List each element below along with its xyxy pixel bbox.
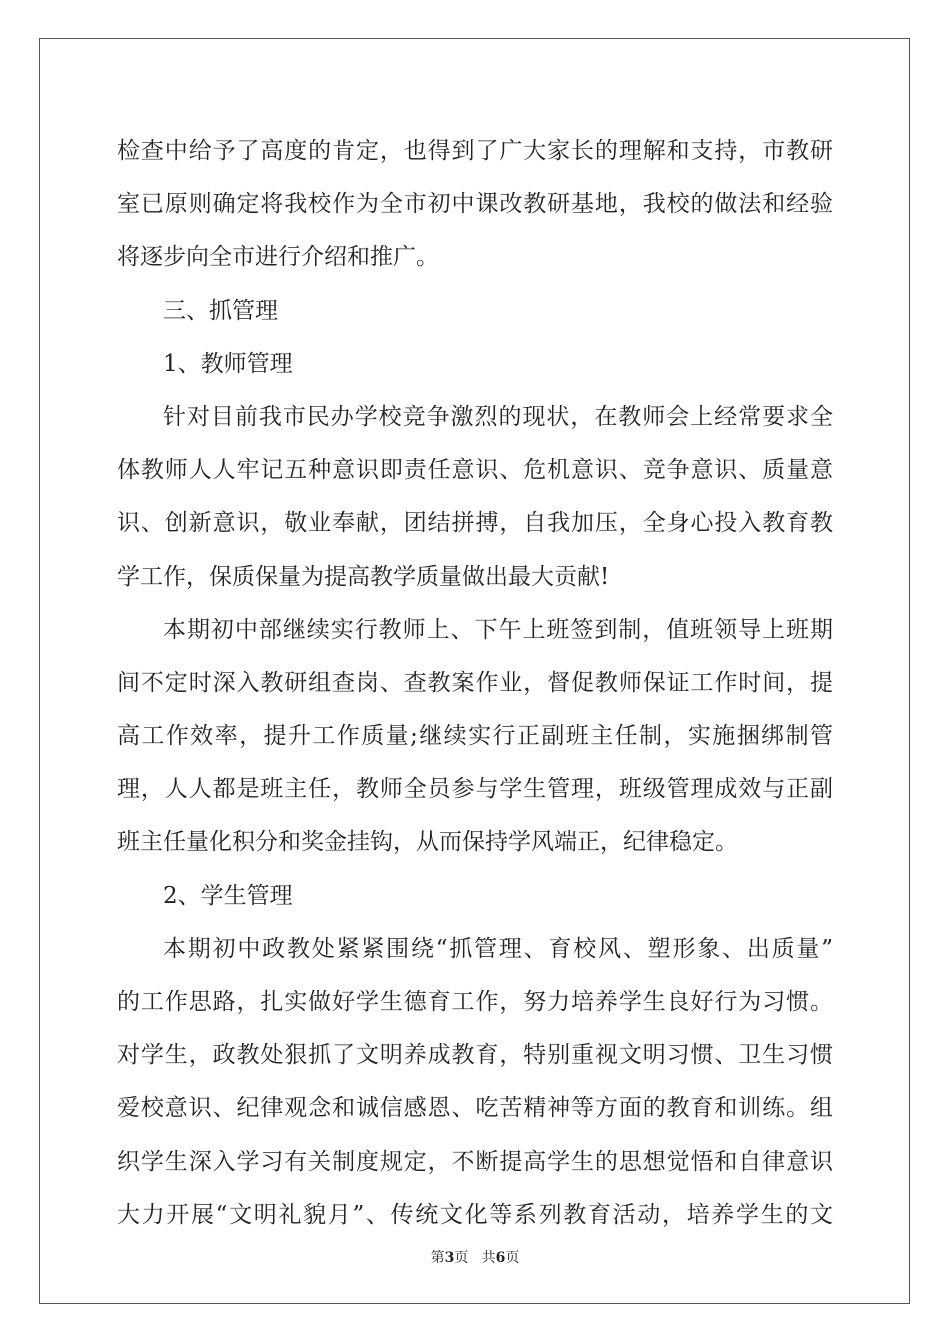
total-prefix: 共 <box>481 1250 496 1266</box>
page-prefix: 第 <box>430 1250 445 1266</box>
subsection-heading-teachers: 1、教师管理 <box>163 350 293 377</box>
body-line-21: 大力开展“文明礼貌月”、传统文化等系列教育活动，培养学生的文 <box>117 1201 833 1228</box>
body-line-20: 织学生深入学习有关制度规定，不断提高学生的思想觉悟和自律意识 <box>117 1148 833 1175</box>
body-line-12: 高工作效率，提升工作质量;继续实行正副班主任制，实施捆绑制管 <box>117 723 833 750</box>
body-line-7: 体教师人人牢记五种意识即责任意识、危机意识、竞争意识、质量意 <box>117 457 833 484</box>
body-line-18: 对学生，政教处狠抓了文明养成教育，特别重视文明习惯、卫生习惯 <box>117 1042 833 1069</box>
body-line-10: 本期初中部继续实行教师上、下午上班签到制，值班领导上班期 <box>163 616 833 643</box>
body-line-19: 爱校意识、纪律观念和诚信感恩、吃苦精神等方面的教育和训练。组 <box>117 1095 833 1122</box>
body-line-14: 班主任量化积分和奖金挂钩，从而保持学风端正，纪律稳定。 <box>117 829 738 856</box>
body-line-11: 间不定时深入教研组查岗、查教案作业，督促教师保证工作时间，提 <box>117 669 833 696</box>
body-line-8: 识、创新意识，敬业奉献，团结拼搏，自我加压，全身心投入教育教 <box>117 510 833 537</box>
document-body <box>117 125 833 1242</box>
page-total: 6 <box>495 1250 506 1266</box>
section-heading: 三、抓管理 <box>163 297 278 324</box>
total-suffix: 页 <box>505 1250 520 1266</box>
subsection-heading-students: 2、学生管理 <box>163 882 293 909</box>
body-line-6: 针对目前我市民办学校竞争激烈的现状，在教师会上经常要求全 <box>163 403 833 430</box>
body-line-17: 的工作思路，扎实做好学生德育工作，努力培养学生良好行为习惯。 <box>117 989 833 1015</box>
body-line-13: 理，人人都是班主任，教师全员参与学生管理，班级管理成效与正副 <box>117 776 833 803</box>
body-line-2: 室已原则确定将我校作为全市初中课改教研基地，我校的做法和经验 <box>117 191 833 218</box>
page-suffix: 页 <box>454 1250 469 1266</box>
body-line-9: 学工作，保质保量为提高教学质量做出最大贡献! <box>117 563 610 590</box>
page-footer <box>0 1247 950 1267</box>
page-current: 3 <box>444 1250 455 1266</box>
body-line-3: 将逐步向全市进行介绍和推广。 <box>117 244 439 271</box>
body-line-16: 本期初中政教处紧紧围绕“抓管理、育校风、塑形象、出质量” <box>163 935 833 962</box>
body-line-1: 检查中给予了高度的肯定，也得到了广大家长的理解和支持，市教研 <box>117 138 833 164</box>
